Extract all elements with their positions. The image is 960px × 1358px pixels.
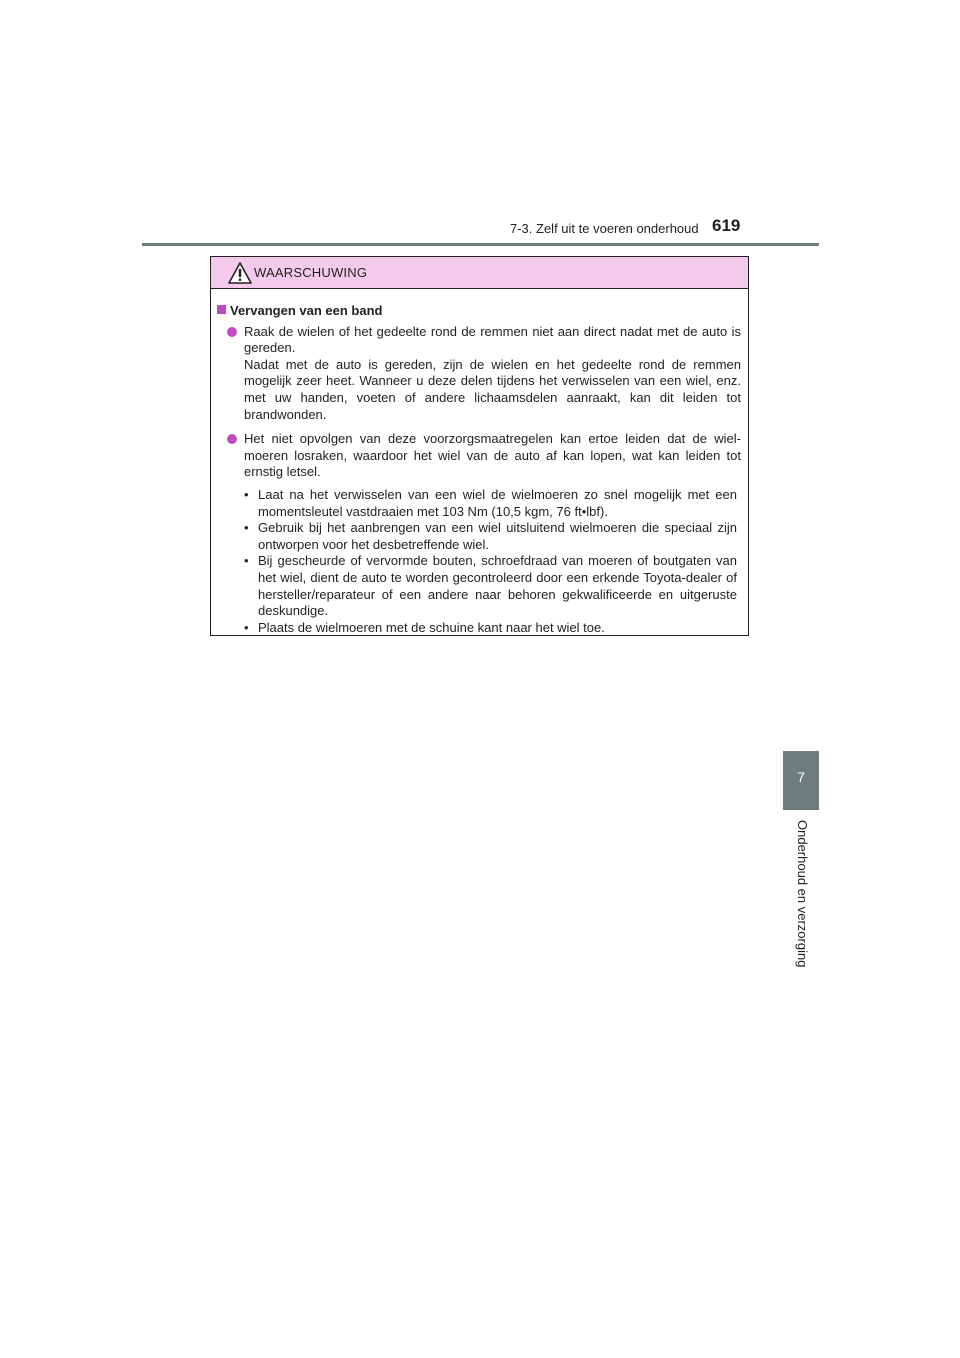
dot-bullet-icon: • [244, 520, 249, 536]
dot-bullet-icon: • [244, 553, 249, 569]
warning-item [217, 324, 742, 424]
warning-body [211, 289, 748, 636]
warning-item-lead: Het niet opvolgen van deze voorzorgsmaatregelen kan ertoe leiden dat de wiel-moeren losraken, waardoor het wiel van de auto af kan lopen, wat kan leiden tot ernstig letsel. [244, 431, 741, 480]
warning-subitem-text: Gebruik bij het aanbrengen van een wiel uitsluitend wielmoeren die speciaal zijn ontworpen voor het desbetreffende wiel. [258, 520, 737, 552]
warning-item-text [244, 431, 742, 636]
header-rule [142, 243, 819, 246]
chapter-tab [783, 751, 819, 810]
warning-subitem [244, 620, 741, 637]
dot-bullet-icon: • [244, 619, 249, 635]
warning-subitem-text: Bij gescheurde of vervormde bouten, schroefdraad van moeren of boutgaten van het wiel, dient de auto te worden gecontroleerd door een erkende Toyota-dealer of hersteller/reparateur of een andere naar behoren gekwalificeerde en uitgeruste deskundige. [258, 553, 737, 619]
warning-subitem [244, 487, 741, 520]
round-bullet-icon [227, 327, 237, 337]
warning-header [211, 257, 748, 289]
page-number: 619 [712, 216, 741, 235]
warning-subitem-text: Laat na het verwisselen van een wiel de wielmoeren zo snel mogelijk met een momentsleutel vastdraaien met 103 Nm (10,5 kgm, 76 ft•lbf). [258, 486, 737, 519]
warning-title: WAARSCHUWING [254, 265, 368, 280]
warning-item-body: Nadat met de auto is gereden, zijn de wielen en het gedeelte rond de remmen mogelijk zeer heet. Wanneer u deze delen tijdens het verwisselen van een wiel, enz. met uw handen, voeten of andere lichaamsdelen aanraakt, kan dit leiden tot brandwonden. [244, 356, 741, 422]
warning-triangle-icon [228, 262, 252, 284]
warning-item [217, 431, 742, 636]
chapter-title: Onderhoud en verzorging [795, 820, 810, 968]
header-section-title: 7-3. Zelf uit te voeren onderhoud [510, 221, 699, 236]
topic-title: Vervangen van een band [230, 303, 383, 318]
warning-subitem-text: Plaats de wielmoeren met de schuine kant naar het wiel toe. [258, 619, 605, 635]
warning-box [210, 256, 749, 636]
dot-bullet-icon: • [244, 486, 249, 502]
warning-item-text [244, 324, 742, 424]
warning-subitem [244, 520, 741, 553]
warning-item-lead: Raak de wielen of het gedeelte rond de remmen niet aan direct nadat met de auto is gereden. [244, 323, 741, 356]
warning-subitem-list [244, 487, 741, 636]
warning-subitem [244, 553, 741, 619]
chapter-number: 7 [797, 769, 805, 785]
square-bullet-icon [217, 305, 226, 314]
round-bullet-icon [227, 434, 237, 444]
topic-heading [217, 303, 742, 320]
